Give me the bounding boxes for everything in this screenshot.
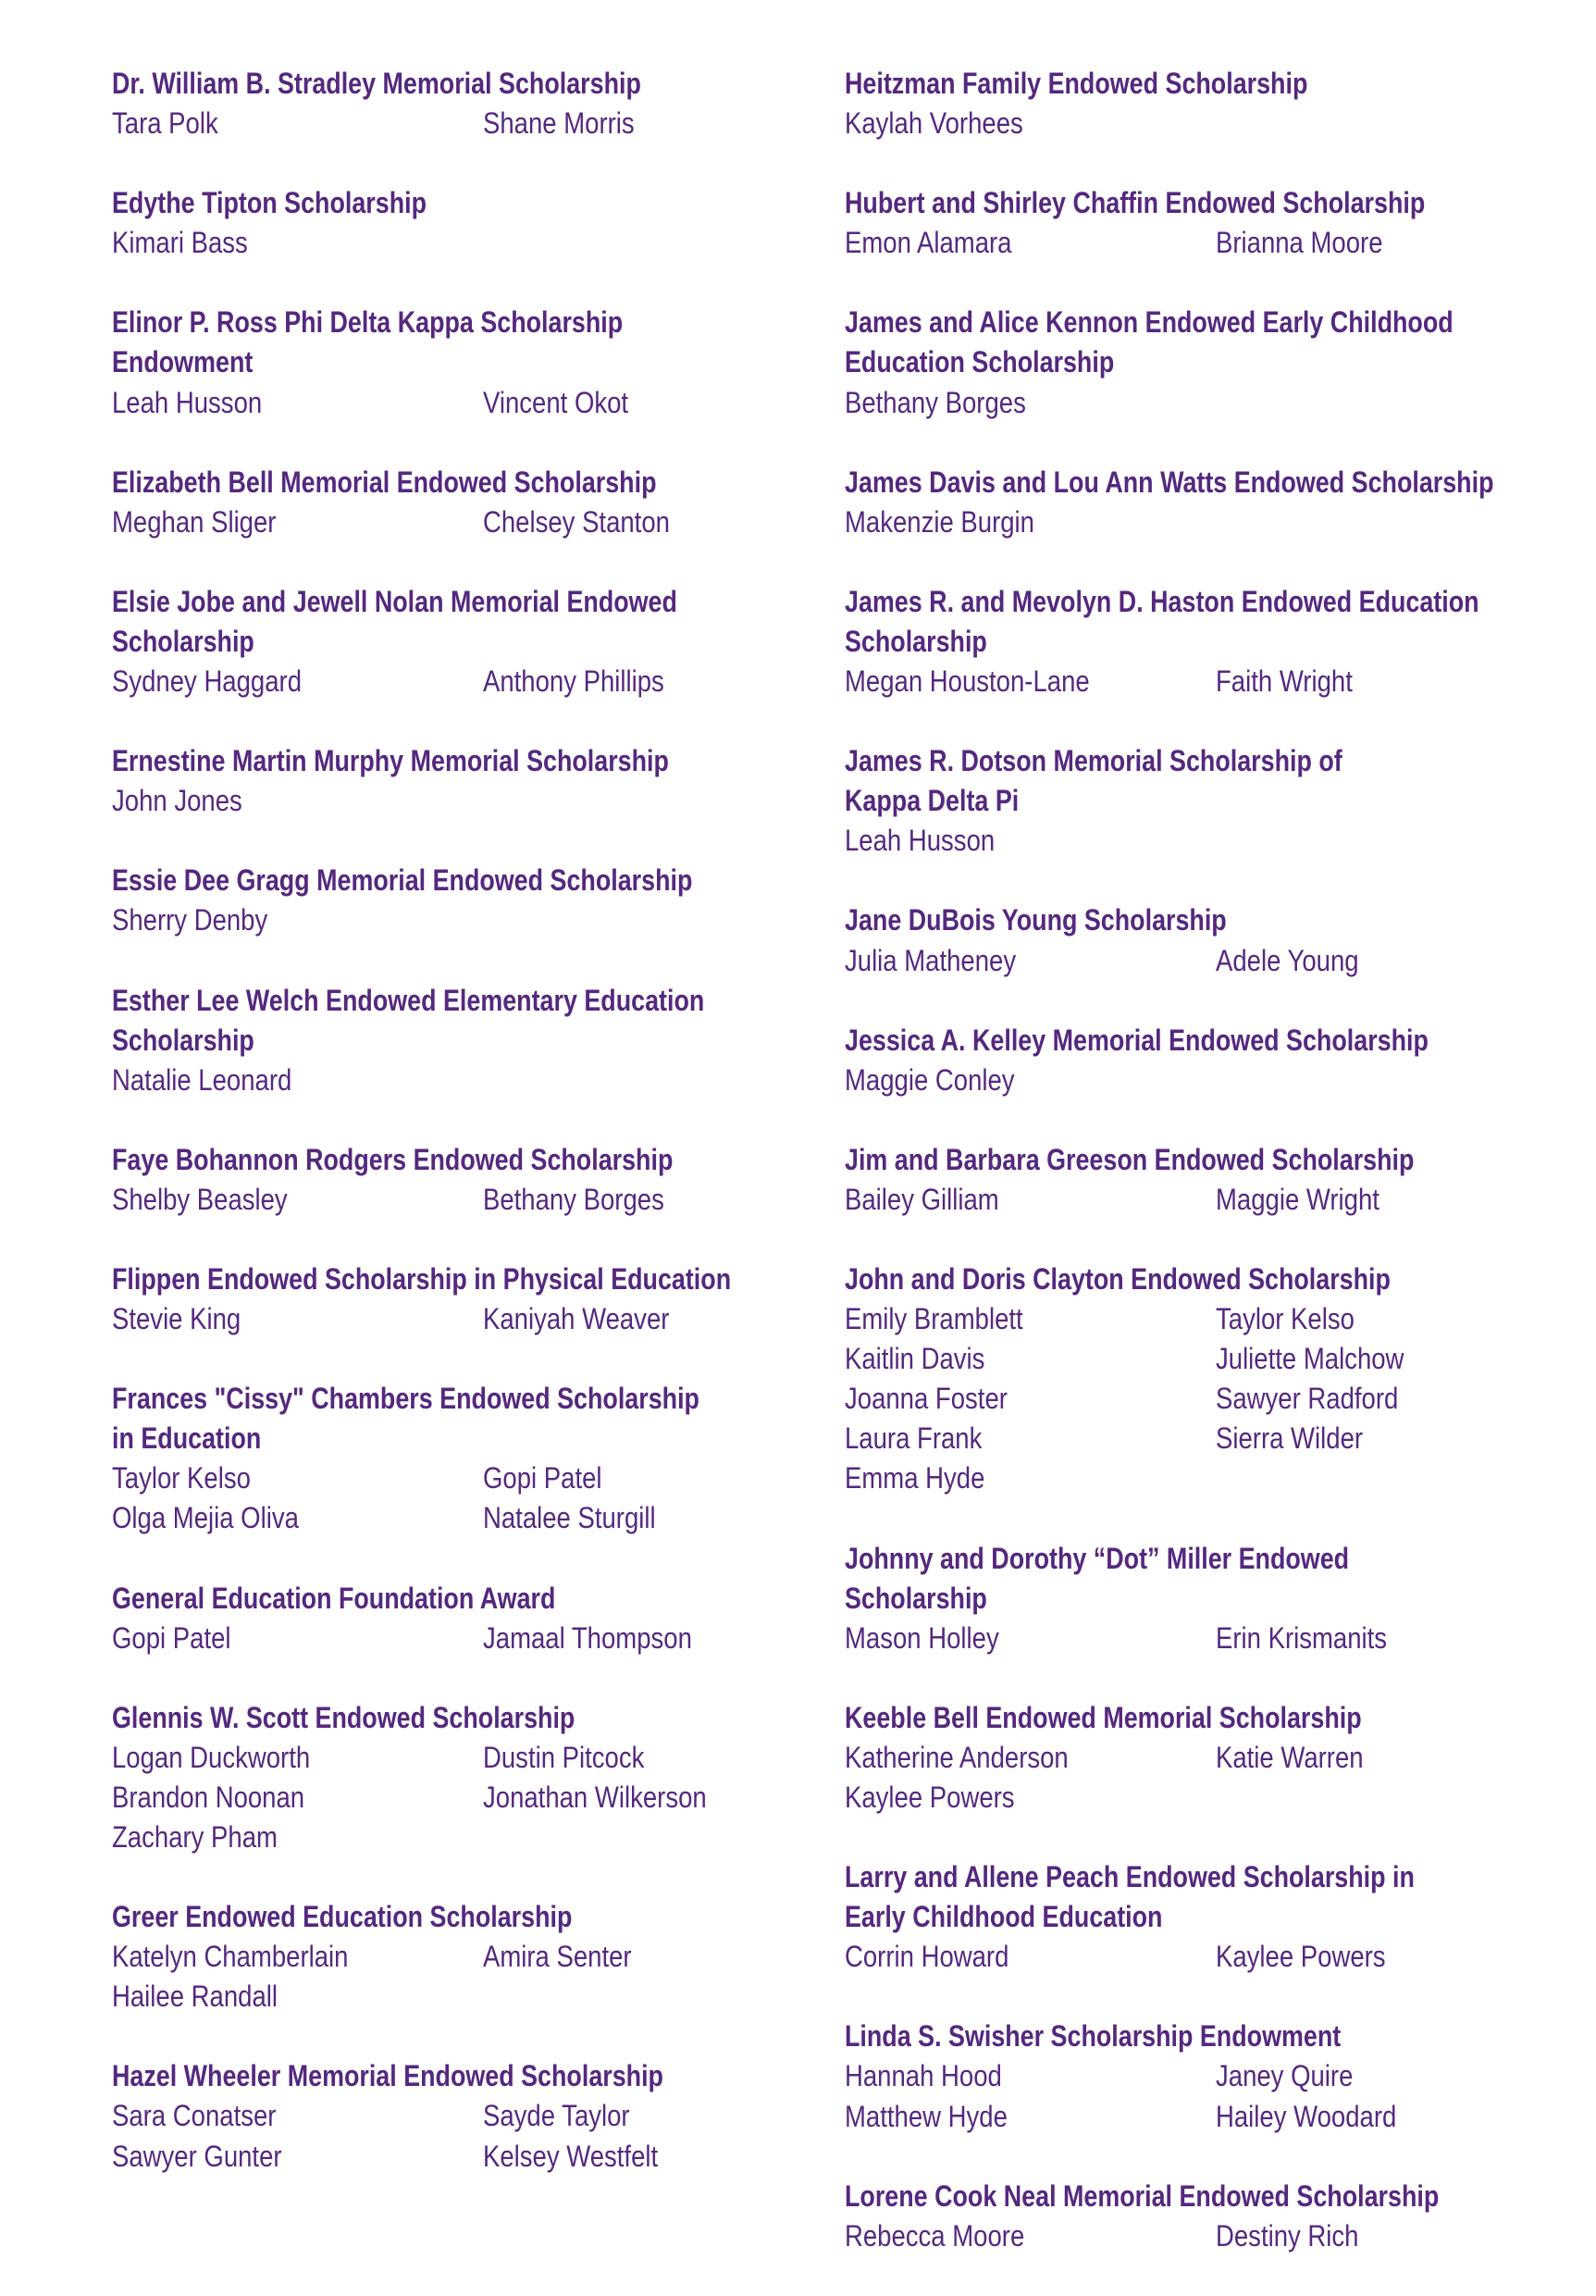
recipient-name (845, 383, 1216, 423)
scholarship-title (845, 1897, 1585, 1937)
recipient-list (845, 503, 1585, 542)
recipient-name (1216, 1419, 1586, 1458)
recipient-name-text: Leah Husson (845, 824, 996, 858)
recipient-list (112, 223, 852, 263)
scholarship-entry (112, 463, 852, 542)
recipient-name (112, 223, 483, 263)
recipient-list (112, 1180, 852, 1220)
scholarship-title (112, 1897, 852, 1937)
recipient-name (483, 2096, 853, 2136)
recipient-name-text: Zachary Pham (112, 1820, 278, 1854)
scholarship-title-text: Endowment (112, 345, 254, 379)
recipient-name (845, 104, 1216, 143)
recipient-name-text: Katherine Anderson (845, 1740, 1069, 1774)
recipient-name (112, 1818, 483, 1857)
scholarship-title-text: Early Childhood Education (845, 1900, 1163, 1934)
scholarship-column-right (845, 64, 1585, 2296)
scholarship-title-text: General Education Foundation Award (112, 1581, 556, 1615)
recipient-name (1216, 1937, 1586, 1977)
recipient-name (1216, 662, 1586, 701)
recipient-name (483, 1299, 853, 1339)
scholarship-title-text: Scholarship (845, 624, 987, 658)
scholarship-title (112, 1260, 852, 1299)
recipient-name (1216, 1180, 1586, 1220)
recipient-name (483, 104, 853, 143)
recipient-name (483, 1180, 853, 1220)
recipient-name-text: Kelsey Westfelt (483, 2139, 659, 2173)
recipient-list (112, 2096, 852, 2176)
recipient-list (112, 503, 852, 542)
scholarship-entry (112, 183, 852, 263)
scholarship-title (845, 1698, 1585, 1738)
recipient-name (845, 1339, 1216, 1379)
recipient-name (112, 1977, 483, 2017)
scholarship-entry (112, 1379, 852, 1538)
recipient-name-text: Logan Duckworth (112, 1740, 311, 1774)
recipient-name (1216, 1339, 1586, 1379)
recipient-name (1216, 2097, 1586, 2137)
scholarship-title-text: Jane DuBois Young Scholarship (845, 903, 1227, 937)
scholarship-title (112, 1579, 852, 1619)
scholarship-title-text: Essie Dee Gragg Memorial Endowed Scholarship (112, 863, 693, 898)
scholarship-title-text: Edythe Tipton Scholarship (112, 186, 427, 220)
scholarship-title-text: Jim and Barbara Greeson Endowed Scholarship (845, 1142, 1415, 1176)
scholarship-title-text: James R. Dotson Memorial Scholarship of (845, 744, 1342, 778)
recipient-list (845, 2056, 1585, 2136)
scholarship-entry (845, 1698, 1585, 1818)
scholarship-title (112, 981, 852, 1021)
scholarship-title-text: Linda S. Swisher Scholarship Endowment (845, 2019, 1342, 2054)
scholarship-title-text: in Education (112, 1421, 262, 1456)
recipient-name (845, 1299, 1216, 1339)
recipient-name (112, 1738, 483, 1778)
recipient-name (112, 1458, 483, 1498)
scholarship-title-text: Flippen Endowed Scholarship in Physical Education (112, 1261, 732, 1296)
recipient-name (845, 1778, 1216, 1818)
recipient-name-text: Destiny Rich (1216, 2218, 1359, 2253)
scholarship-title-text: Scholarship (112, 624, 254, 658)
recipient-list (112, 104, 852, 143)
scholarship-title-text: Larry and Allene Peach Endowed Scholarship in (845, 1860, 1415, 1894)
scholarship-title (112, 1379, 852, 1419)
scholarship-title (845, 1260, 1585, 1299)
recipient-name-text: Gopi Patel (483, 1461, 602, 1496)
recipient-name-text: Leah Husson (112, 385, 263, 419)
recipient-name (1216, 1738, 1586, 1778)
recipient-name-text: Julia Matheney (845, 943, 1017, 977)
recipient-name-text: Megan Houston-Lane (845, 664, 1090, 699)
recipient-name-text: Makenzie Burgin (845, 504, 1034, 539)
recipient-name-text: Corrin Howard (845, 1940, 1009, 1974)
recipient-name (1216, 1299, 1586, 1339)
recipient-name (112, 900, 483, 940)
recipient-name (1216, 1379, 1586, 1419)
scholarship-title-text: Hubert and Shirley Chaffin Endowed Scholarship (845, 186, 1426, 220)
recipient-name (483, 662, 853, 701)
recipient-name-text: Sayde Taylor (483, 2099, 630, 2133)
recipient-list (845, 1061, 1585, 1100)
scholarship-entry (112, 2056, 852, 2176)
recipient-name-text: Bethany Borges (483, 1182, 664, 1216)
recipient-name (112, 1061, 483, 1100)
scholarship-entry (845, 2017, 1585, 2136)
recipient-name-text: Bailey Gilliam (845, 1182, 999, 1216)
scholarship-entry (845, 1021, 1585, 1100)
scholarship-title-text: James Davis and Lou Ann Watts Endowed Scholarship (845, 465, 1494, 499)
recipient-name-text: Rebecca Moore (845, 2218, 1025, 2253)
scholarship-title-text: Kappa Delta Pi (845, 784, 1020, 818)
scholarship-title (845, 900, 1585, 940)
recipient-name-text: Kaylee Powers (1216, 1940, 1386, 1974)
recipient-name-text: Sydney Haggard (112, 664, 303, 699)
recipient-list (845, 104, 1585, 143)
scholarship-entry (845, 1539, 1585, 1658)
recipient-name-text: Katelyn Chamberlain (112, 1940, 349, 1974)
recipient-name-text: Joanna Foster (845, 1382, 1008, 1416)
recipient-name-text: Shane Morris (483, 106, 635, 141)
recipient-name-text: Meghan Sliger (112, 504, 277, 539)
scholarship-title-text: Elinor P. Ross Phi Delta Kappa Scholarship (112, 305, 624, 340)
recipient-name (112, 1778, 483, 1818)
recipient-name (845, 662, 1216, 701)
recipient-name (112, 1299, 483, 1339)
scholarship-title-text: Jessica A. Kelley Memorial Endowed Scholarship (845, 1023, 1429, 1057)
recipient-name-text: Kaylah Vorhees (845, 106, 1023, 141)
recipient-name (483, 1778, 853, 1818)
recipient-name (483, 1498, 853, 1538)
scholarship-title (112, 1419, 852, 1458)
recipient-name (112, 2096, 483, 2136)
recipient-list (845, 662, 1585, 701)
recipient-name (112, 104, 483, 143)
scholarship-title-text: Elizabeth Bell Memorial Endowed Scholarship (112, 465, 657, 499)
recipient-list (845, 1180, 1585, 1220)
scholarship-title (112, 1698, 852, 1738)
recipient-name-text: Kaylee Powers (845, 1781, 1015, 1814)
recipient-list (845, 1738, 1585, 1818)
scholarship-title (845, 1579, 1585, 1619)
scholarship-title-text: Education Scholarship (845, 345, 1115, 379)
recipient-name-text: Natalee Sturgill (483, 1501, 656, 1535)
scholarship-title (112, 1140, 852, 1180)
recipient-name (483, 1619, 853, 1658)
recipient-name (845, 503, 1216, 542)
recipient-list (112, 1937, 852, 2017)
recipient-name-text: Dustin Pitcock (483, 1740, 645, 1774)
recipient-name (845, 1061, 1216, 1100)
scholarship-title-text: Frances "Cissy" Chambers Endowed Scholarship (112, 1382, 699, 1416)
scholarship-title-text: Scholarship (112, 1023, 254, 1057)
scholarship-entry (845, 741, 1585, 861)
recipient-name (845, 1738, 1216, 1778)
scholarship-entry (845, 64, 1585, 143)
scholarship-title-text: Keeble Bell Endowed Memorial Scholarship (845, 1700, 1362, 1734)
recipient-list (845, 941, 1585, 981)
recipient-list (112, 383, 852, 423)
scholarship-title (845, 741, 1585, 781)
scholarship-title (112, 861, 852, 900)
scholarship-title (845, 2017, 1585, 2056)
recipient-list (845, 223, 1585, 263)
recipient-name-text: Jonathan Wilkerson (483, 1780, 707, 1814)
scholarship-title (112, 183, 852, 223)
scholarship-entry (112, 861, 852, 940)
scholarship-title (112, 1021, 852, 1061)
scholarship-entry (112, 303, 852, 422)
recipient-name (845, 1619, 1216, 1658)
scholarship-entry (112, 1260, 852, 1339)
scholarship-title-text: James R. and Mevolyn D. Haston Endowed Education (845, 584, 1479, 618)
recipient-list (845, 1299, 1585, 1498)
recipient-name-text: Olga Mejia Oliva (112, 1501, 299, 1535)
recipient-name (112, 1498, 483, 1538)
recipient-name-text: Kimari Bass (112, 226, 248, 260)
recipient-name (112, 2137, 483, 2177)
scholarship-title (112, 582, 852, 622)
recipient-name-text: Sawyer Radford (1216, 1382, 1399, 1416)
scholarship-title (112, 741, 852, 781)
scholarship-title (112, 64, 852, 104)
scholarship-title-text: Faye Bohannon Rodgers Endowed Scholarship (112, 1142, 674, 1176)
recipient-list (845, 821, 1585, 861)
scholarship-title (845, 1539, 1585, 1579)
scholarship-title (845, 582, 1585, 622)
recipient-name-text: Taylor Kelso (1216, 1302, 1355, 1336)
recipient-name (845, 1937, 1216, 1977)
scholarship-entry (845, 1260, 1585, 1499)
scholarship-entry (112, 1897, 852, 2017)
recipient-name (845, 821, 1216, 861)
scholarship-title (845, 303, 1585, 342)
scholarship-title (845, 1857, 1585, 1897)
scholarship-title-text: Ernestine Martin Murphy Memorial Scholarship (112, 744, 669, 778)
recipient-name (112, 1180, 483, 1220)
recipient-name (483, 1458, 853, 1498)
recipient-name-text: Hailee Randall (112, 1980, 278, 2014)
recipient-name-text: Taylor Kelso (112, 1461, 251, 1496)
scholarship-title-text: Hazel Wheeler Memorial Endowed Scholarship (112, 2059, 663, 2093)
recipient-name-text: Shelby Beasley (112, 1182, 288, 1216)
recipient-name (845, 2056, 1216, 2096)
recipient-name (845, 223, 1216, 263)
recipient-name-text: Brandon Noonan (112, 1780, 305, 1814)
scholarship-entry (845, 303, 1585, 422)
recipient-name-text: Sara Conatser (112, 2099, 277, 2133)
scholarship-title (845, 622, 1585, 662)
recipient-name (845, 2097, 1216, 2137)
recipient-name (483, 1937, 853, 1977)
recipient-name-text: Jamaal Thompson (483, 1620, 692, 1655)
scholarship-title (112, 342, 852, 382)
recipient-name (112, 781, 483, 821)
recipient-list (112, 1619, 852, 1658)
scholarship-entry (845, 183, 1585, 263)
recipient-name (112, 503, 483, 542)
scholarship-entry (845, 1140, 1585, 1220)
scholarship-title (112, 463, 852, 503)
recipient-list (112, 662, 852, 701)
recipient-name-text: Sawyer Gunter (112, 2139, 282, 2173)
scholarship-title (845, 781, 1585, 821)
recipient-name-text: Juliette Malchow (1216, 1342, 1404, 1376)
scholarship-title-text: Scholarship (845, 1581, 987, 1615)
recipient-list (112, 1299, 852, 1339)
recipient-list (845, 2216, 1585, 2256)
recipient-name (1216, 941, 1586, 981)
recipient-name-text: Kaniyah Weaver (483, 1302, 670, 1336)
recipient-name-text: Hannah Hood (845, 2059, 1002, 2093)
recipient-name (483, 2137, 853, 2177)
scholarship-title-text: Elsie Jobe and Jewell Nolan Memorial Endowed (112, 584, 677, 618)
recipient-name-text: Janey Quire (1216, 2059, 1354, 2093)
recipient-name (483, 503, 853, 542)
recipient-name-text: Sherry Denby (112, 903, 268, 937)
scholarship-title-text: Dr. William B. Stradley Memorial Scholarship (112, 67, 641, 100)
recipient-name (845, 1458, 1216, 1498)
scholarship-title-text: John and Doris Clayton Endowed Scholarship (845, 1261, 1391, 1296)
recipient-name (112, 1937, 483, 1977)
recipient-name (845, 2216, 1216, 2256)
recipient-name-text: Natalie Leonard (112, 1062, 292, 1097)
recipient-name-text: Mason Holley (845, 1620, 999, 1655)
recipient-name-text: Tara Polk (112, 106, 218, 141)
scholarship-title (845, 183, 1585, 223)
scholarship-title-text: James and Alice Kennon Endowed Early Childhood (845, 305, 1454, 340)
scholarship-entry (112, 64, 852, 143)
scholarship-title (845, 1021, 1585, 1061)
recipient-name (112, 383, 483, 423)
recipient-name-text: Hailey Woodard (1216, 2099, 1397, 2133)
scholarship-entry (112, 981, 852, 1100)
scholarship-title-text: Lorene Cook Neal Memorial Endowed Scholarship (845, 2178, 1440, 2213)
scholarship-title (845, 64, 1585, 104)
scholarship-title (112, 2056, 852, 2096)
recipient-list (112, 781, 852, 821)
recipient-name-text: Anthony Phillips (483, 664, 664, 699)
scholarship-entry (112, 582, 852, 701)
scholarship-title-text: Greer Endowed Education Scholarship (112, 1900, 573, 1934)
recipient-name-text: Vincent Okot (483, 385, 629, 419)
recipient-name-text: John Jones (112, 784, 242, 818)
scholarship-title (845, 1140, 1585, 1180)
scholarship-column-left (112, 64, 852, 2216)
recipient-name-text: Faith Wright (1216, 664, 1353, 699)
recipient-list (112, 900, 852, 940)
recipient-name-text: Emon Alamara (845, 226, 1012, 260)
scholarship-entry (845, 2177, 1585, 2256)
scholarship-title-text: Johnny and Dorothy “Dot” Miller Endowed (845, 1541, 1350, 1575)
scholarship-entry (112, 741, 852, 821)
recipient-list (845, 1619, 1585, 1658)
scholarship-entry (112, 1140, 852, 1220)
recipient-list (112, 1061, 852, 1100)
recipient-name (845, 1180, 1216, 1220)
recipient-name-text: Emma Hyde (845, 1461, 985, 1496)
recipient-name-text: Adele Young (1216, 943, 1359, 977)
scholarship-entry (845, 900, 1585, 980)
recipient-name-text: Laura Frank (845, 1421, 983, 1456)
recipient-name-text: Chelsey Stanton (483, 504, 670, 539)
scholarship-entry (112, 1579, 852, 1658)
scholarship-title (845, 342, 1585, 382)
recipient-list (845, 1937, 1585, 1977)
recipient-name-text: Bethany Borges (845, 385, 1026, 419)
recipient-name (1216, 2056, 1586, 2096)
scholarship-entry (845, 582, 1585, 701)
recipient-name-text: Brianna Moore (1216, 226, 1383, 260)
recipient-name-text: Kaitlin Davis (845, 1342, 985, 1376)
recipient-name (112, 1619, 483, 1658)
scholarship-entry (845, 463, 1585, 542)
scholarship-title (845, 463, 1585, 503)
recipient-name-text: Gopi Patel (112, 1620, 231, 1655)
recipient-name (1216, 223, 1586, 263)
recipient-list (845, 383, 1585, 423)
recipient-name-text: Emily Bramblett (845, 1302, 1023, 1336)
recipient-list (112, 1458, 852, 1538)
recipient-name (112, 662, 483, 701)
recipient-name-text: Matthew Hyde (845, 2099, 1008, 2133)
recipient-name-text: Maggie Wright (1216, 1182, 1379, 1216)
recipient-name (845, 1379, 1216, 1419)
scholarship-title (112, 622, 852, 662)
recipient-name (1216, 1619, 1586, 1658)
scholarship-entry (112, 1698, 852, 1857)
recipient-name-text: Erin Krismanits (1216, 1620, 1388, 1655)
recipient-name (483, 383, 853, 423)
scholarship-title-text: Heitzman Family Endowed Scholarship (845, 67, 1308, 100)
recipient-name (483, 1738, 853, 1778)
recipient-name-text: Amira Senter (483, 1940, 632, 1974)
recipient-name (1216, 2216, 1586, 2256)
scholarship-title-text: Esther Lee Welch Endowed Elementary Education (112, 983, 705, 1017)
recipient-name-text: Sierra Wilder (1216, 1421, 1364, 1456)
scholarship-title (845, 2177, 1585, 2216)
recipient-name (845, 941, 1216, 981)
recipient-name-text: Maggie Conley (845, 1062, 1015, 1097)
recipient-name (845, 1419, 1216, 1458)
scholarship-entry (845, 1857, 1585, 1977)
scholarship-title-text: Glennis W. Scott Endowed Scholarship (112, 1700, 575, 1734)
scholarship-title (112, 303, 852, 342)
recipient-list (112, 1738, 852, 1857)
recipient-name-text: Katie Warren (1216, 1740, 1364, 1774)
recipient-name-text: Stevie King (112, 1302, 241, 1336)
